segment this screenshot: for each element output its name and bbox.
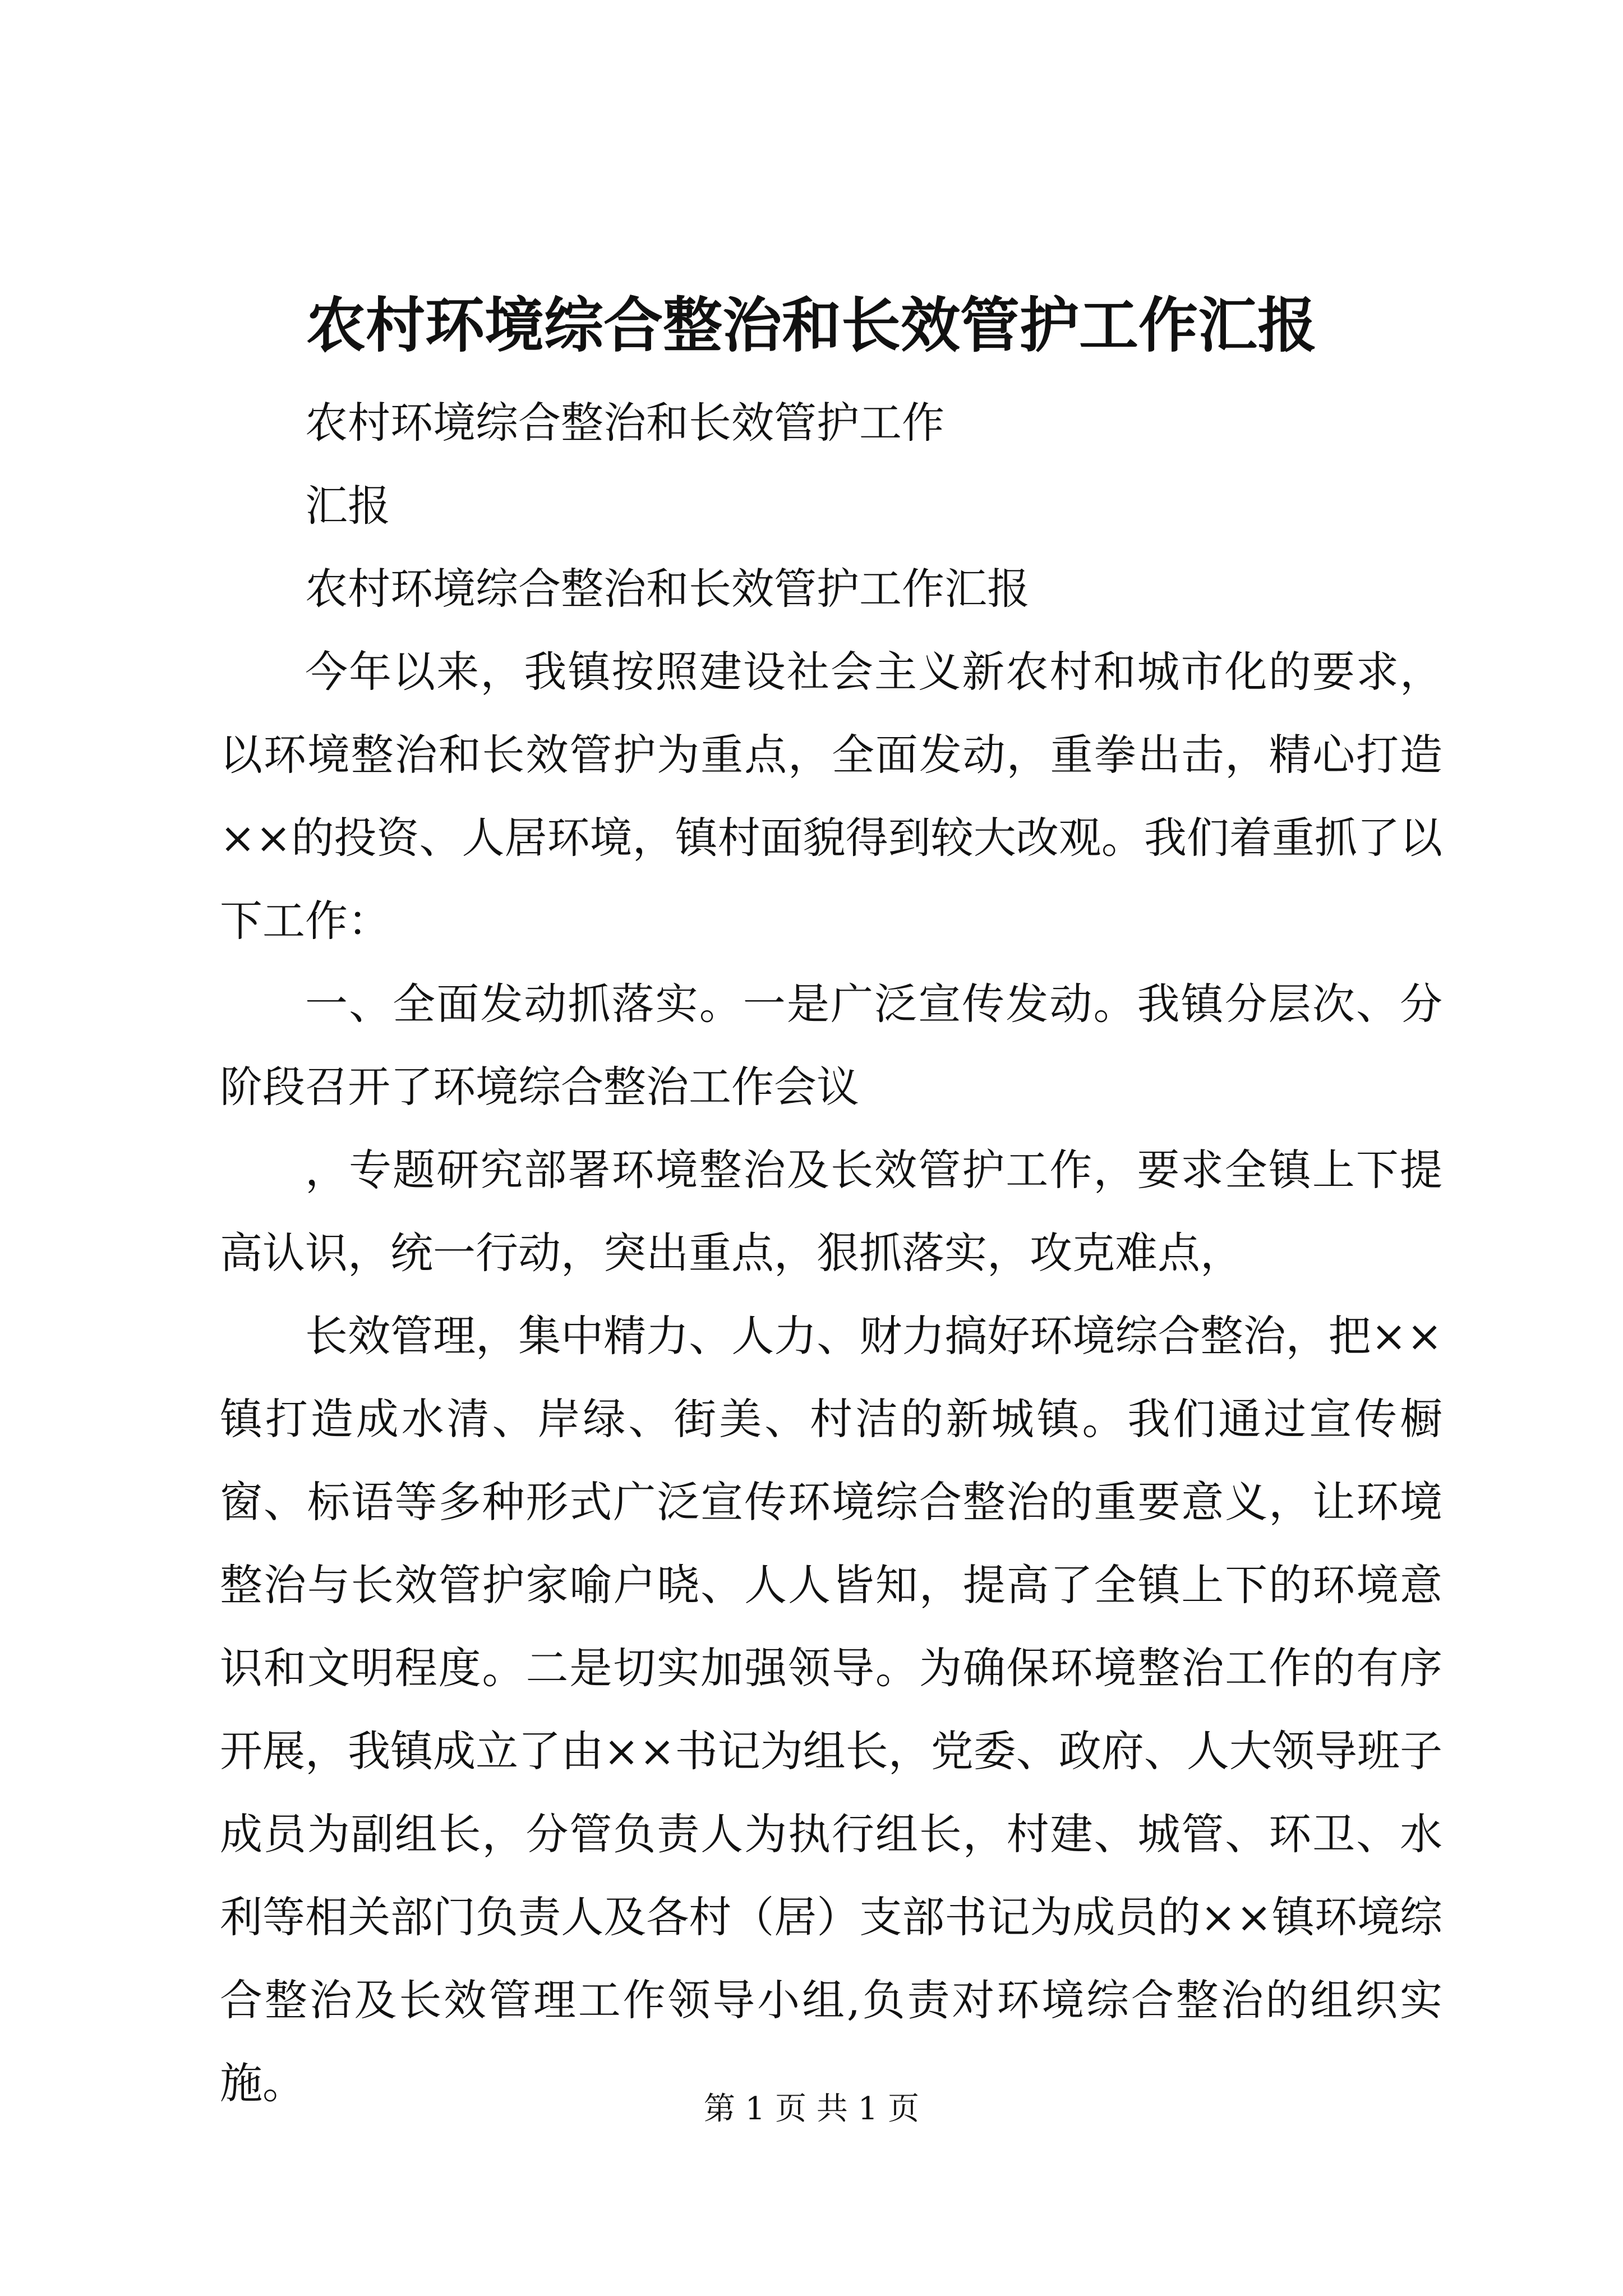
paragraph-2: 汇报 [305,481,390,531]
paragraph-6: ，专题研究部署环境整治及长效管护工作，要求全镇上下提高认识，统一行动，突出重点，狠抓落实，攻克难点， [220,1145,1442,1278]
document-body [220,381,1442,2125]
page-footer: 第 1 页 共 1 页 [703,2091,920,2127]
document-title: 农村环境综合整治和长效管护工作汇报 [306,290,1317,360]
paragraph-7: 长效管理，集中精力、人力、财力搞好环境综合整治，把××镇打造成水清、岸绿、街美、村洁的新城镇。我们通过宣传橱窗、标语等多种形式广泛宣传环境综合整治的重要意义，让环境整治与长效管护家喻户晓、人人皆知，提高了全镇上下的环境意识和文明程度。二是切实加强领导。为确保环境整治工作的有序开展，我镇成立了由××书记为组长，党委、政府、人大领导班子成员为副组长，分管负责人为执行组长，村建、城管、环卫、水利等相关部门负责人及各村（居）支部书记为成员的××镇环境综合整治及长效管理工作领导小组,负责对环境综合整治的组织实施。 [220,1311,1442,2108]
paragraph-4: 今年以来，我镇按照建设社会主义新农村和城市化的要求，以环境整治和长效管护为重点，全面发动，重拳出击，精心打造××的投资、人居环境，镇村面貌得到较大改观。我们着重抓了以下工作： [220,647,1442,946]
paragraph-5: 一、全面发动抓落实。一是广泛宣传发动。我镇分层次、分阶段召开了环境综合整治工作会议 [220,979,1442,1112]
paragraph-1: 农村环境综合整治和长效管护工作 [305,398,944,448]
paragraph-3: 农村环境综合整治和长效管护工作汇报 [305,564,1030,614]
